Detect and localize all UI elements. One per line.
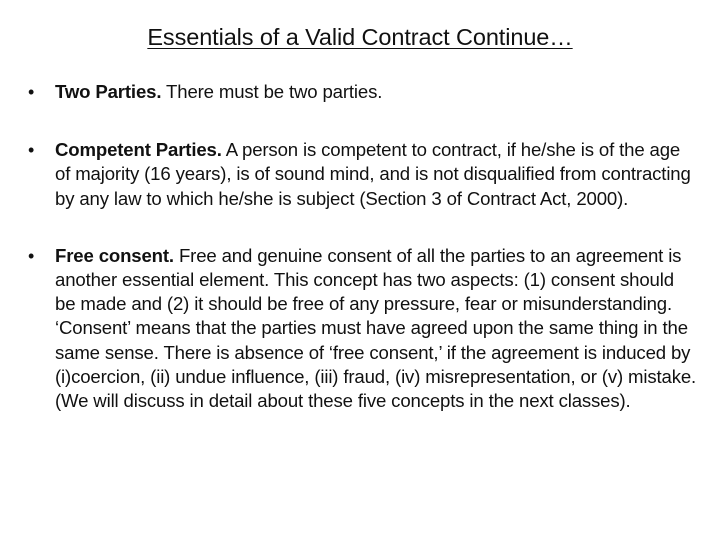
bullet-item-two-parties [28, 80, 698, 104]
bullet-text: Free and genuine consent of all the parties to an agreement is another essential element. This concept has two aspects: (1) consent should be made and (2) it should be free of any pressure, fear or misunderstanding. ‘Consent’ means that the parties must have agreed upon the same thing in the same sense. There is absence of ‘free consent,’ if the agreement is induced by (i)coercion, (ii) undue influence, (iii) fraud, (iv) misrepresentation, or (v) mistake. (We will discuss in detail about these five concepts in the next classes). [55, 244, 697, 412]
bullet-text: A person is competent to contract, if he/she is of the age of majority (16 years), is of sound mind, and is not disqualified from contracting by any law to which he/she is subject (Section 3 of Contract Act, 2000). [55, 139, 691, 209]
bullet-item-competent-parties [28, 138, 698, 211]
bullet-marker: • [28, 82, 35, 102]
bullet-marker: • [28, 140, 35, 161]
bullet-term: Free consent. [55, 244, 174, 266]
bullet-list [28, 80, 698, 445]
bullet-marker: • [28, 245, 35, 266]
bullet-term: Two Parties. [55, 81, 162, 102]
bullet-text: There must be two parties. [161, 81, 383, 102]
bullet-term: Competent Parties. [55, 139, 222, 161]
bullet-item-free-consent [28, 244, 698, 413]
slide-title: Essentials of a Valid Contract Continue… [147, 24, 573, 50]
